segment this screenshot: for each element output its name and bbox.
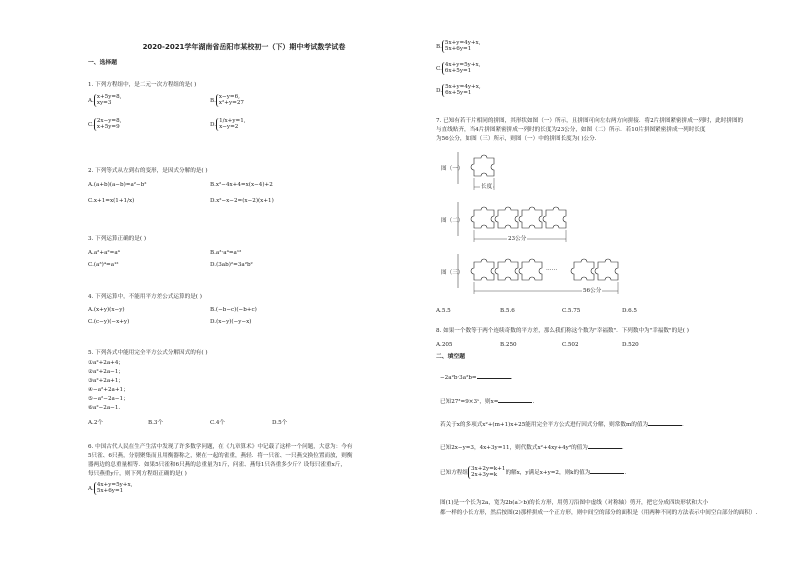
q1-option-c: C. 2x−y=8, x+5y=9 [88,118,122,131]
dimension-56: 56公分 [583,288,602,294]
section-heading-choice: 一、选择题 [88,60,117,66]
q5-item: ⑤−a²−2a−1； [88,396,129,402]
question-4-stem: 4. 下列运算中，不能用平方差公式运算的是( ) [88,294,202,300]
q5-item: ③a²+2a+1； [88,378,125,384]
fill-question-12: 已知2x−y=3，4x+3y=11，则代数式x²+4xy+4y²的值为 . [440,445,624,451]
fill-question-9: −2a²b·3a²b= . [440,375,513,381]
question-7-line: 7. 已知有若干片相同的拼图，其形状如图（一）所示，且拼图可向左右两方向拼接．将2片拼图紧密拼成一列时，此时拼图的 [436,118,744,124]
q5-option-b: B.3个 [148,420,164,426]
figure-3-label: 图（三） [441,270,464,276]
q5-option-a: A.2个 [88,420,103,426]
question-6-line: 每只燕重y斤，则下列方程组正确的是( ) [88,471,187,477]
q4-option-b: B.(−b−c)(−b+c) [210,307,257,313]
question-6-line: 6. 中国古代人民在生产生活中发现了许多数学问题，在《九章算术》中记载了这样一个问题，大意为：今有 [88,444,353,450]
puzzle-figure [436,150,636,300]
q6-option-a: A. 4x+y=5y+x, 5x+6y=1 [88,482,133,495]
fill-question-11: 若关于x的多项式x²+(m+1)x+25能用完全平方公式进行因式分解，则常数m的值为 . [440,422,684,428]
q6-option-b: B. 5x+y=4y+x, 5x+6y=1 [436,40,481,53]
question-1-stem: 1. 下列方程组中，是二元一次方程组的是( ) [88,82,197,88]
q6-option-c: C. 4x+y=5y+x, 6x+5y=1 [436,62,481,75]
q8-option-c: C.502 [562,342,579,348]
q3-option-b: B.a³·a⁴=a¹² [210,250,242,256]
question-6-line: 器两边的总重量相等．如果5只雀和6只燕的总重量为1斤，问雀、燕每1只各重多少斤？设每只雀重x斤， [88,462,346,468]
page-title: 2020-2021学年湖南省岳阳市某校初一（下）期中考试数学试卷 [142,43,346,51]
q4-option-d: D.(x−y)(−y−x) [210,319,252,325]
figure-2-label: 图（二） [441,218,464,224]
q8-option-d: D.520 [622,342,639,348]
q5-item: ④−a²+2a+1； [88,387,129,393]
q6-option-d: D. 5x+y=4y+x, 6x+5y=1 [436,84,481,97]
q1-option-d: D. 1/x+y=1, x−y=2 [210,118,246,131]
section-heading-fill: 二、填空题 [436,354,465,360]
question-7-line: 为56公分，如图（三）所示，则图（一）中的拼图长度为( )公分. [436,136,597,142]
fill-question-14-line: 图(1)是一个长为2a，宽为2b(a＞b)的长方形，用剪刀沿图中虚线（对称轴）剪开，把它分成四块形状和大小 [440,500,709,506]
fill-question-10: 已知27³=9×3ˣ，则x= . [440,399,535,405]
q1-option-b: B. x−y=6, x²+y=27 [210,94,244,107]
q7-option-c: C.5.75 [562,308,581,314]
question-7-line: 与直线贴齐，当4片拼图紧密拼成一列时的长度为23公分，如图（二）所示．若10片拼图紧密拼成一列时长度 [436,127,706,133]
q2-option-b: B.x²−4x+4=x(x−4)+2 [210,182,273,188]
q5-item: ⑥a²−2a−1. [88,405,121,411]
q5-option-d: D.5个 [272,420,288,426]
q3-option-a: A.a²+a²=a⁴ [88,250,120,256]
q7-option-b: B.5.6 [500,308,515,314]
q7-option-a: A.5.5 [436,308,451,314]
question-5-stem: 5. 下列各式中能用完全平方公式分解因式的有( ) [88,350,208,356]
ellipsis: …… [546,266,558,272]
question-3-stem: 3. 下列运算正确的是( ) [88,236,147,242]
q4-option-c: C.(c−y)(−x+y) [88,319,130,325]
length-label: 长度 [481,184,493,190]
q7-option-d: D.6.5 [622,308,637,314]
q2-option-d: D.x²−x−2=(x−2)(x+1) [210,198,274,204]
q1-option-a: A. x+5y=8, xy=3 [88,94,122,107]
dimension-23: 23公分 [508,236,527,242]
q8-option-a: A.205 [436,342,453,348]
fill-question-14-line: 都一样的小长方形，然后按图(2)那样拼成一个正方形，则中间空的部分的面积是（用两种不同的方法表示中间空白部分的面积）. [440,510,758,516]
fill-question-13: 已知方程组 3x+2y=k+1 2x+3y=k 的解x，y满足x+y=2，则k的值为 . [440,466,627,479]
question-2-stem: 2. 下列等式从左到右的变形，是因式分解的是( ) [88,168,208,174]
q4-option-a: A.(x+y)(x−y) [88,307,125,313]
q3-option-d: D.(3ab)²=3a²b² [210,262,253,268]
question-6-line: 5只雀、6只燕，分别聚集而且用衡器称之，聚在一起的雀重，燕轻．将一只雀、一只燕交换位置而放，则衡 [88,453,353,459]
question-8-stem: 8. 如果一个数等于两个连续奇数的平方差，那么我们称这个数为"幸福数"．下列数中为"幸福数"的是( ) [436,328,689,334]
q2-option-c: C.x+1=x(1+1/x) [88,198,135,204]
q5-item: ②a²+2a−1； [88,369,125,375]
figure-1-label: 图（一） [441,166,464,172]
q2-option-a: A.(a+b)(a−b)=a²−b² [88,182,147,188]
q8-option-b: B.250 [500,342,517,348]
q5-item: ①a²+2a+4； [88,360,125,366]
q5-option-c: C.4个 [210,420,226,426]
q3-option-c: C.(a³)⁴=a¹² [88,262,119,268]
